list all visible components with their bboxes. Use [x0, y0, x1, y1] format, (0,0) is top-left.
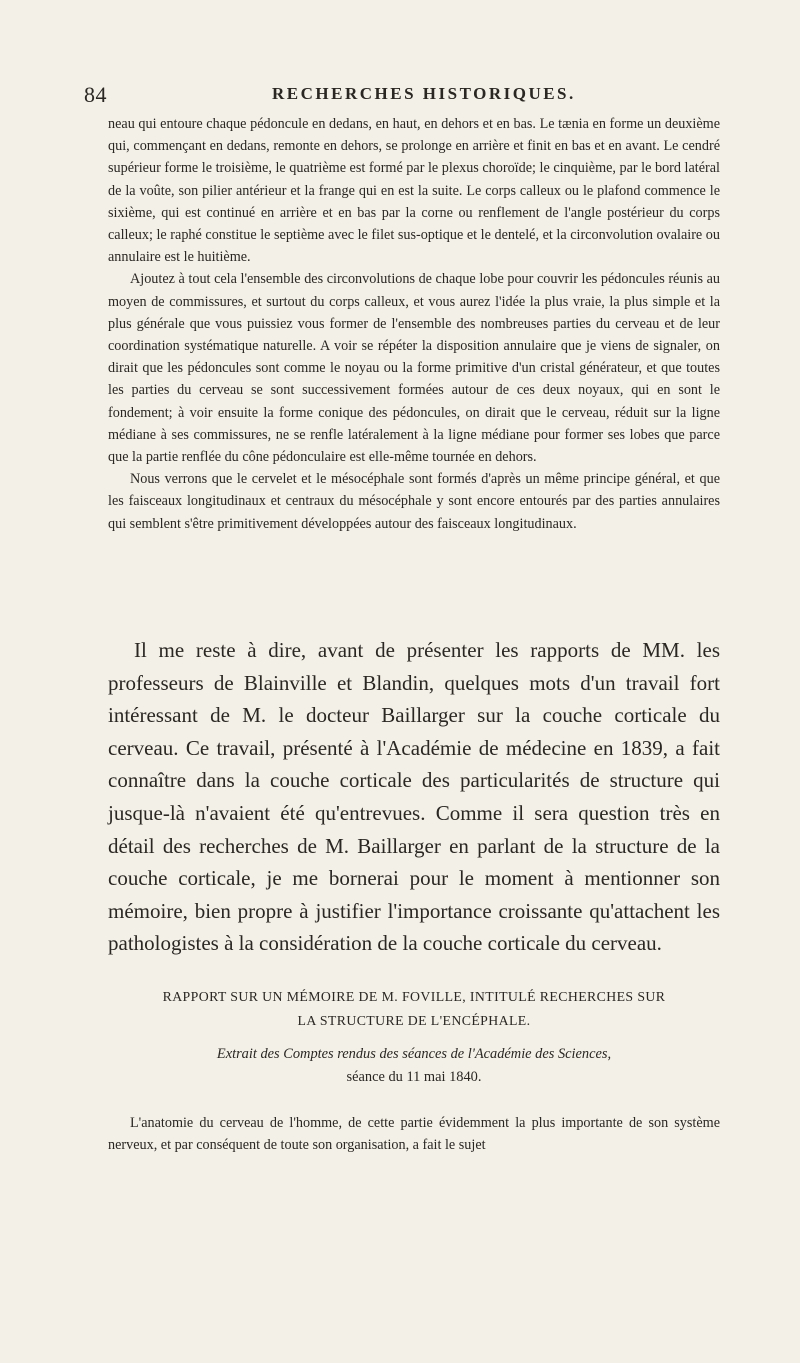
large-text-block: [108, 634, 720, 960]
report-heading-line1: RAPPORT SUR UN MÉMOIRE DE M. FOVILLE, INTITULÉ RECHERCHES SUR: [162, 989, 666, 1004]
paragraph-anatomie: L'anatomie du cerveau de l'homme, de cette partie évidemment la plus importante de son système nerveux, et par conséquent de toute son organisation, a fait le sujet: [108, 1115, 720, 1154]
running-title: RECHERCHES HISTORIQUES.: [272, 84, 576, 103]
running-head: [0, 76, 800, 112]
page-number: 84: [84, 82, 107, 107]
paragraph-baillarger: Il me reste à dire, avant de présenter les rapports de MM. les professeurs de Blainville et Blandin, quelques mots d'un travail fort intéressant de M. le docteur Baillarger sur la couche corticale du cerveau. Ce travail, présenté à l'Académie de médecine en 1839, a fait connaître dans la couche corticale des particularités de structure qui jusque-là n'avaient été qu'entrevues. Comme il sera question très en détail des recherches de M. Baillarger en parlant de la structure de la couche corticale, je me bornerai pour le moment à mentionner son mémoire, bien propre à justifier l'importance croissante qu'attachent les pathologistes à la considération de la couche corticale du cerveau.: [108, 638, 720, 956]
report-heading: [108, 985, 720, 1033]
extract-source: Extrait des Comptes rendus des séances de l'Académie des Sciences,: [216, 1046, 612, 1062]
paragraph-nous-verrons: Nous verrons que le cervelet et le mésocéphale sont formés d'après un même principe général, et que les faisceaux longitudinaux et centraux du mésocéphale y sont encore entourés par des parties annulaires qui semblent s'être primitivement développées autour des faisceaux longitudinaux.: [108, 471, 720, 532]
report-heading-line2: LA STRUCTURE DE L'ENCÉPHALE.: [297, 1013, 531, 1028]
paragraph-continued: neau qui entoure chaque pédoncule en dedans, en haut, en dehors et en bas. Le tænia en forme un deuxième qui, commençant en dedans, remonte en dehors, se prolonge en arrière et finit en bas et en avant. Le cendré supérieur forme le troisième, le quatrième est formé par le plexus choroïde; le cinquième, par le bord latéral de la voûte, son pilier antérieur et la frange qui en est la suite. Le corps calleux ou le plafond commence le sixième, qui est continué en arrière et en bas par la corne ou renflement de l'angle postérieur du corps calleux; le raphé constitue le septième avec le filet sus-optique et le dentelé, et la circonvolution ovalaire ou annulaire est le huitième.: [108, 116, 720, 266]
extract-date: séance du 11 mai 1840.: [346, 1069, 482, 1085]
paragraph-ajoutez: Ajoutez à tout cela l'ensemble des circonvolutions de chaque lobe pour couvrir les pédoncules réunis au moyen de commissures, et surtout du corps calleux, et vous aurez l'idée la plus vraie, la plus simple et la plus générale que vous puissiez vous former de l'ensemble des nombreuses parties du cerveau et de leur coordination systématique naturelle. A voir se répéter la disposition annulaire que je viens de signaler, on dirait que les pédoncules sont comme le noyau ou la forme primitive d'un cristal générateur, et que toutes les parties du cerveau se sont successivement formées autour de ces deux noyaux, qui en sont le fondement; à voir ensuite la forme conique des pédoncules, on dirait que le cerveau, réduit sur la ligne médiane à ses commissures, ne se renfle latéralement à la ligne médiane pour former ses lobes que parce que la partie renflée du cône pédonculaire est elle-même tournée en dehors.: [108, 271, 720, 466]
extract-citation: [108, 1043, 720, 1089]
small-text-block: [108, 113, 720, 535]
